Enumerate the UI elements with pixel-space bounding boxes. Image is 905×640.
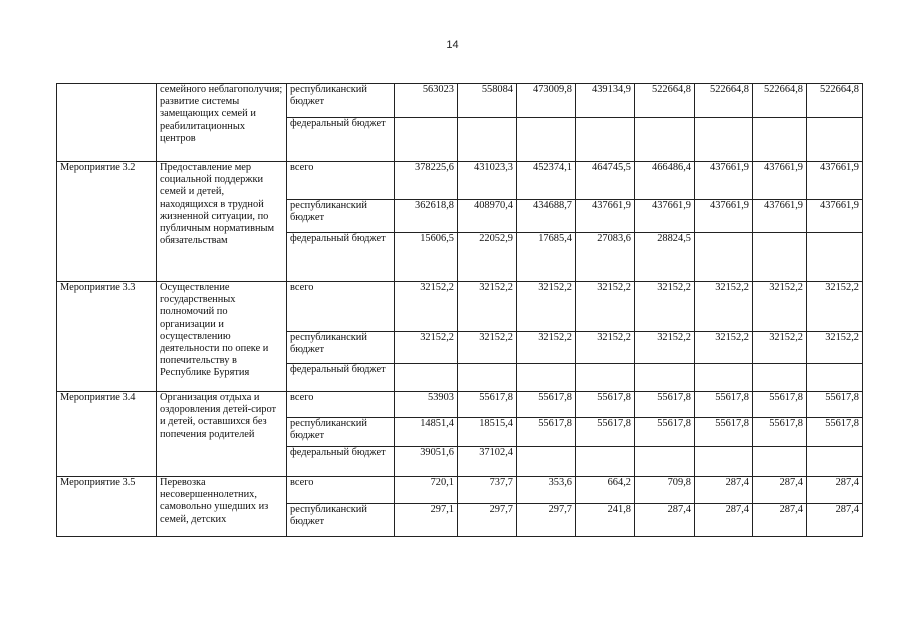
value-cell xyxy=(807,118,863,162)
funding-source-cell: федеральный бюджет xyxy=(287,364,395,392)
value-cell: 32152,2 xyxy=(695,332,753,364)
value-cell: 287,4 xyxy=(807,477,863,504)
value-cell: 14851,4 xyxy=(395,418,458,447)
value-cell: 32152,2 xyxy=(517,332,576,364)
value-cell: 378225,6 xyxy=(395,162,458,200)
value-cell: 28824,5 xyxy=(635,233,695,282)
value-cell: 32152,2 xyxy=(635,282,695,332)
table-row xyxy=(57,477,863,504)
value-cell: 55617,8 xyxy=(695,418,753,447)
value-cell: 55617,8 xyxy=(807,418,863,447)
value-cell: 287,4 xyxy=(807,504,863,537)
value-cell: 408970,4 xyxy=(458,200,517,233)
value-cell: 362618,8 xyxy=(395,200,458,233)
funding-source-cell: всего xyxy=(287,282,395,332)
value-cell: 55617,8 xyxy=(576,418,635,447)
value-cell xyxy=(807,447,863,477)
value-cell xyxy=(635,118,695,162)
value-cell: 287,4 xyxy=(695,477,753,504)
funding-source-cell: всего xyxy=(287,162,395,200)
value-cell: 297,7 xyxy=(517,504,576,537)
measure-cell: Мероприятие 3.2 xyxy=(57,162,157,282)
value-cell xyxy=(458,364,517,392)
page-number: 14 xyxy=(446,39,459,51)
value-cell: 452374,1 xyxy=(517,162,576,200)
value-cell: 522664,8 xyxy=(635,84,695,118)
value-cell: 32152,2 xyxy=(517,282,576,332)
value-cell: 431023,3 xyxy=(458,162,517,200)
value-cell: 55617,8 xyxy=(753,418,807,447)
value-cell: 32152,2 xyxy=(695,282,753,332)
measure-cell xyxy=(57,84,157,162)
value-cell: 297,1 xyxy=(395,504,458,537)
value-cell xyxy=(807,364,863,392)
value-cell: 32152,2 xyxy=(635,332,695,364)
value-cell: 55617,8 xyxy=(753,392,807,418)
value-cell: 522664,8 xyxy=(753,84,807,118)
value-cell: 53903 xyxy=(395,392,458,418)
value-cell: 32152,2 xyxy=(458,282,517,332)
value-cell: 55617,8 xyxy=(576,392,635,418)
description-cell: Перевозка несовершеннолетних, самовольно ушедших из семей, детских xyxy=(157,477,287,537)
value-cell xyxy=(517,447,576,477)
value-cell: 434688,7 xyxy=(517,200,576,233)
value-cell: 27083,6 xyxy=(576,233,635,282)
value-cell: 287,4 xyxy=(635,504,695,537)
value-cell: 32152,2 xyxy=(395,282,458,332)
value-cell: 522664,8 xyxy=(695,84,753,118)
value-cell: 437661,9 xyxy=(695,162,753,200)
value-cell: 32152,2 xyxy=(458,332,517,364)
value-cell: 464745,5 xyxy=(576,162,635,200)
table-row xyxy=(57,162,863,200)
value-cell xyxy=(395,364,458,392)
value-cell: 287,4 xyxy=(753,504,807,537)
value-cell xyxy=(695,447,753,477)
funding-source-cell: федеральный бюджет xyxy=(287,118,395,162)
value-cell: 437661,9 xyxy=(576,200,635,233)
funding-source-cell: всего xyxy=(287,392,395,418)
table-body xyxy=(57,84,863,537)
budget-table xyxy=(56,83,863,537)
funding-source-cell: республиканский бюджет xyxy=(287,200,395,233)
value-cell: 55617,8 xyxy=(695,392,753,418)
value-cell: 15606,5 xyxy=(395,233,458,282)
value-cell: 737,7 xyxy=(458,477,517,504)
value-cell xyxy=(695,364,753,392)
value-cell: 32152,2 xyxy=(807,332,863,364)
measure-cell: Мероприятие 3.4 xyxy=(57,392,157,477)
value-cell: 32152,2 xyxy=(576,282,635,332)
description-cell: Осуществление государственных полномочий по организации и осуществлению деятельности по опеке и попечительству в Республике Бурятия xyxy=(157,282,287,392)
value-cell xyxy=(753,447,807,477)
value-cell xyxy=(517,364,576,392)
value-cell xyxy=(635,447,695,477)
value-cell xyxy=(576,447,635,477)
description-cell: семейного неблагополучия; развитие системы замещающих семей и реабилитационных центров xyxy=(157,84,287,162)
funding-source-cell: федеральный бюджет xyxy=(287,233,395,282)
value-cell xyxy=(395,118,458,162)
value-cell: 466486,4 xyxy=(635,162,695,200)
value-cell: 55617,8 xyxy=(635,392,695,418)
value-cell xyxy=(517,118,576,162)
table-row xyxy=(57,392,863,418)
value-cell: 37102,4 xyxy=(458,447,517,477)
value-cell: 17685,4 xyxy=(517,233,576,282)
value-cell: 287,4 xyxy=(753,477,807,504)
measure-cell: Мероприятие 3.5 xyxy=(57,477,157,537)
funding-source-cell: федеральный бюджет xyxy=(287,447,395,477)
value-cell xyxy=(458,118,517,162)
value-cell: 563023 xyxy=(395,84,458,118)
value-cell: 437661,9 xyxy=(635,200,695,233)
funding-source-cell: республиканский бюджет xyxy=(287,84,395,118)
value-cell: 287,4 xyxy=(695,504,753,537)
value-cell: 437661,9 xyxy=(807,162,863,200)
value-cell: 473009,8 xyxy=(517,84,576,118)
value-cell: 32152,2 xyxy=(753,282,807,332)
value-cell xyxy=(695,233,753,282)
value-cell xyxy=(695,118,753,162)
table-row xyxy=(57,84,863,118)
value-cell: 32152,2 xyxy=(807,282,863,332)
value-cell xyxy=(635,364,695,392)
value-cell: 32152,2 xyxy=(753,332,807,364)
value-cell: 437661,9 xyxy=(807,200,863,233)
value-cell: 39051,6 xyxy=(395,447,458,477)
funding-source-cell: республиканский бюджет xyxy=(287,418,395,447)
value-cell: 55617,8 xyxy=(807,392,863,418)
measure-cell: Мероприятие 3.3 xyxy=(57,282,157,392)
value-cell: 437661,9 xyxy=(753,200,807,233)
funding-source-cell: всего xyxy=(287,477,395,504)
value-cell xyxy=(807,233,863,282)
funding-source-cell: республиканский бюджет xyxy=(287,504,395,537)
value-cell: 353,6 xyxy=(517,477,576,504)
value-cell: 297,7 xyxy=(458,504,517,537)
value-cell: 522664,8 xyxy=(807,84,863,118)
value-cell: 558084 xyxy=(458,84,517,118)
value-cell: 439134,9 xyxy=(576,84,635,118)
value-cell: 241,8 xyxy=(576,504,635,537)
table-row xyxy=(57,282,863,332)
value-cell: 437661,9 xyxy=(695,200,753,233)
value-cell: 22052,9 xyxy=(458,233,517,282)
value-cell xyxy=(753,364,807,392)
value-cell xyxy=(753,118,807,162)
funding-source-cell: республиканский бюджет xyxy=(287,332,395,364)
value-cell: 55617,8 xyxy=(517,392,576,418)
value-cell xyxy=(576,118,635,162)
value-cell: 18515,4 xyxy=(458,418,517,447)
value-cell xyxy=(753,233,807,282)
value-cell: 720,1 xyxy=(395,477,458,504)
value-cell: 55617,8 xyxy=(635,418,695,447)
description-cell: Предоставление мер социальной поддержки семей и детей, находящихся в трудной жизненной ситуации, по публичным нормативным обязательствам xyxy=(157,162,287,282)
value-cell: 55617,8 xyxy=(517,418,576,447)
value-cell: 437661,9 xyxy=(753,162,807,200)
value-cell: 664,2 xyxy=(576,477,635,504)
value-cell xyxy=(576,364,635,392)
description-cell: Организация отдыха и оздоровления детей-сирот и детей, оставшихся без попечения родителей xyxy=(157,392,287,477)
value-cell: 709,8 xyxy=(635,477,695,504)
value-cell: 55617,8 xyxy=(458,392,517,418)
value-cell: 32152,2 xyxy=(395,332,458,364)
value-cell: 32152,2 xyxy=(576,332,635,364)
